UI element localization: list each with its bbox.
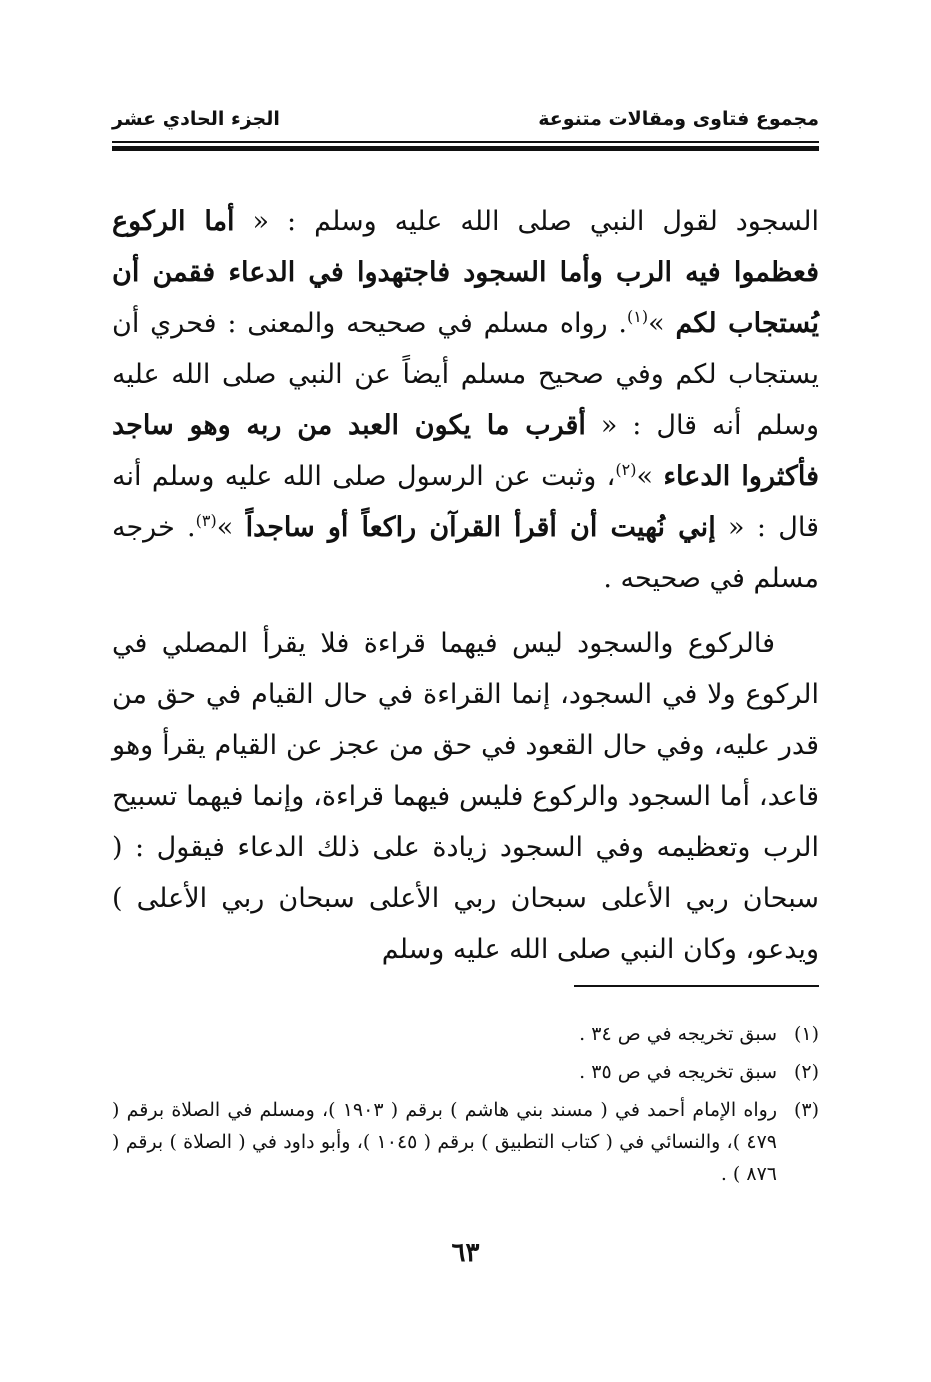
text-run: ، وثبت عن الرسول صلى الله عليه وسلم أنه قال : «: [112, 461, 819, 543]
footnotes: [112, 1018, 819, 1196]
footnote-item: [112, 1018, 819, 1050]
footnote-ref-2: (٢): [615, 460, 637, 479]
footnote-separator: [574, 985, 819, 987]
footnote-item: [112, 1056, 819, 1088]
hadith-quote: إني نُهيت أن أقرأ القرآن راكعاً أو ساجداً: [245, 512, 716, 543]
footnote-ref-1: (١): [627, 307, 649, 326]
footnote-number: (٣): [793, 1099, 819, 1121]
text-run: »: [216, 512, 246, 543]
book-title: مجموع فتاوى ومقالات متنوعة: [538, 108, 819, 130]
volume-label: الجزء الحادي عشر: [112, 108, 280, 130]
footnote-number: (٢): [793, 1061, 819, 1083]
main-text: [112, 196, 819, 975]
footnote-text: سبق تخريجه في ص ٣٥ .: [579, 1061, 777, 1083]
text-run: . رواه مسلم في صحيحه والمعنى : فحري أن يستجاب لكم وفي صحيح مسلم أيضاً عن النبي صلى الله عليه وسلم أنه قال : «: [112, 308, 820, 441]
hadith-quote: أما الركوع فعظموا فيه الرب وأما السجود فاجتهدوا في الدعاء فقمن أن يُستجاب لكم: [112, 206, 820, 339]
paragraph-2: فالركوع والسجود ليس فيهما قراءة فلا يقرأ المصلي في الركوع ولا في السجود، إنما القراءة في حال القيام في حق من قدر عليه، وفي حال القعود في حق من عجز عن القيام يقرأ وهو قاعد، أما السجود والركوع فليس فيهما قراءة، وإنما فيهما تسبيح الرب وتعظيمه وفي السجود زيادة على ذلك الدعاء فيقول : ( سبحان ربي الأعلى سبحان ربي الأعلى سبحان ربي الأعلى ) ويدعو، وكان النبي صلى الله عليه وسلم: [112, 628, 819, 965]
footnote-text: رواه الإمام أحمد في ( مسند بني هاشم ) برقم ( ١٩٠٣ )، ومسلم في الصلاة برقم ( ٤٧٩ )، والنسائي في ( كتاب التطبيق ) برقم ( ١٠٤٥ )، وأبو داود في ( الصلاة ) برقم ( ٨٧٦ ) .: [112, 1099, 778, 1185]
text-run: . خرجه مسلم في صحيحه .: [112, 512, 819, 594]
header-rule: [112, 141, 819, 151]
page-number: ٦٣: [451, 1238, 480, 1268]
text-run: السجود لقول النبي صلى الله عليه وسلم : «: [234, 206, 819, 237]
footnote-number: (١): [793, 1023, 819, 1045]
text-run: »: [636, 461, 664, 492]
footnote-ref-3: (٣): [195, 511, 217, 530]
footnote-text: سبق تخريجه في ص ٣٤ .: [579, 1023, 777, 1045]
paragraph-1: [112, 196, 819, 604]
header-rule-thick: [112, 146, 819, 151]
text-run: »: [648, 308, 676, 339]
footnote-item: [112, 1094, 819, 1190]
running-header: [112, 108, 819, 140]
hadith-quote: أقرب ما يكون العبد من ربه وهو ساجد فأكثروا الدعاء: [112, 410, 819, 492]
